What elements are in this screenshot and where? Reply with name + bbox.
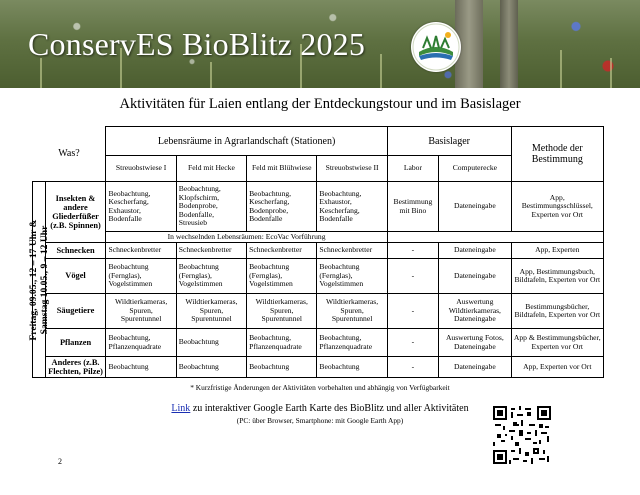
table-cell: Bestimmung mit Bino — [387, 182, 438, 232]
table-cell: App, Bestimmungsschlüssel, Experten vor Ort — [511, 182, 603, 232]
table-cell: - — [387, 294, 438, 329]
tree-trunk-image — [500, 0, 518, 88]
table-cell: - — [387, 357, 438, 378]
table-cell: Dateneingabe — [439, 357, 511, 378]
table-cell: Schneckenbretter — [247, 243, 317, 259]
empty-cell — [387, 232, 603, 243]
map-link-line — [110, 403, 530, 414]
table-cell: Dateneingabe — [439, 243, 511, 259]
qr-code-icon[interactable] — [493, 406, 551, 464]
table-cell: Schneckenbretter — [317, 243, 387, 259]
table-cell: App, Experten — [511, 243, 603, 259]
table-cell: Schneckenbretter — [106, 243, 176, 259]
ecovac-note: In wechselnden Lebensräumen: EcoVac Vorführung — [106, 232, 387, 243]
row-label: Säugetiere — [45, 294, 106, 329]
table-cell: Beobachtung — [317, 357, 387, 378]
table-cell: Wildtierkameras, Spuren, Spurentunnel — [176, 294, 246, 329]
page-subtitle: Aktivitäten für Laien entlang der Entdeckungstour und im Basislager — [119, 96, 521, 112]
table-cell: Wildtierkameras, Spuren, Spurentunnel — [317, 294, 387, 329]
was-header: Was? — [33, 127, 106, 182]
table-cell: App & Bestimmungsbücher, Experten vor Ort — [511, 329, 603, 357]
table-cell: Beobachtung — [106, 357, 176, 378]
table-cell: Beobachtung, Kescherfang, Exhaustor, Bodenfalle — [106, 182, 176, 232]
stations-group-header: Lebensräume in Agrarlandschaft (Stationen) — [106, 127, 387, 156]
row-label: Vögel — [45, 259, 106, 294]
column-header: Feld mit Hecke — [176, 156, 246, 182]
table-cell: Wildtierkameras, Spuren, Spurentunnel — [247, 294, 317, 329]
table-cell: Beobachtung (Fernglas), Vogelstimmen — [247, 259, 317, 294]
column-header: Streuobstwiese II — [317, 156, 387, 182]
table-cell: Beobachtung, Pflanzenquadrate — [317, 329, 387, 357]
table-cell: - — [387, 329, 438, 357]
table-cell: Bestimmungsbücher, Bildtafeln, Experten vor Ort — [511, 294, 603, 329]
table-cell: Schneckenbretter — [176, 243, 246, 259]
table-cell: Beobachtung, Exhaustor, Kescherfang, Bodenfalle — [317, 182, 387, 232]
table-cell: Dateneingabe — [439, 259, 511, 294]
table-cell: Beobachtung, Pflanzenquadrate — [106, 329, 176, 357]
base-camp-group-header: Basislager — [387, 127, 511, 156]
date-side-label — [27, 182, 50, 378]
table-cell: App, Experten vor Ort — [511, 357, 603, 378]
project-logo — [411, 22, 461, 72]
date-line-1: Freitag, 09.05., 12 – 17 Uhr & — [27, 218, 39, 341]
row-label: Pflanzen — [45, 329, 106, 357]
page-title: ConservES BioBlitz 2025 — [28, 26, 366, 62]
map-link-subtext: (PC: über Browser, Smartphone: mit Google Earth App) — [236, 416, 404, 425]
table-cell: Beobachtung, Klopfschirm, Bodenprobe, Bodenfalle, Streusieb — [176, 182, 246, 232]
table-cell: Beobachtung (Fernglas), Vogelstimmen — [317, 259, 387, 294]
table-cell: Beobachtung, Kescherfang, Bodenprobe, Bodenfalle — [247, 182, 317, 232]
table-cell: App, Bestimmungsbuch, Bildtafeln, Experten vor Ort — [511, 259, 603, 294]
table-cell: Wildtierkameras, Spuren, Spurentunnel — [106, 294, 176, 329]
activities-table — [27, 126, 604, 378]
page-number: 2 — [58, 457, 62, 466]
table-cell: Beobachtung — [247, 357, 317, 378]
table-cell: Dateneingabe — [439, 182, 511, 232]
table-cell: Beobachtung — [176, 329, 246, 357]
row-label: Insekten & andere Gliederfüßer (z.B. Spinnen) — [45, 182, 106, 243]
table-cell: Beobachtung (Fernglas), Vogelstimmen — [176, 259, 246, 294]
column-header: Labor — [387, 156, 438, 182]
table-cell: Beobachtung — [176, 357, 246, 378]
map-link-text: zu interaktiver Google Earth Karte des BioBlitz und aller Aktivitäten — [190, 403, 469, 414]
column-header: Feld mit Blühwiese — [247, 156, 317, 182]
table-cell: Beobachtung (Fernglas), Vogelstimmen — [106, 259, 176, 294]
google-earth-link[interactable]: Link — [171, 403, 191, 414]
table-cell: - — [387, 259, 438, 294]
table-cell: Auswertung Fotos, Dateneingabe — [439, 329, 511, 357]
row-label: Anderes (z.B. Flechten, Pilze) — [45, 357, 106, 378]
table-cell: Beobachtung, Pflanzenquadrate — [247, 329, 317, 357]
header-banner — [0, 0, 640, 88]
table-cell: - — [387, 243, 438, 259]
date-line-2: Samstag 10.05., 9 – 12 Uhr — [38, 225, 50, 334]
table-cell: Auswertung Wildtierkameras, Dateneingabe — [439, 294, 511, 329]
row-label: Schnecken — [45, 243, 106, 259]
method-group-header: Methode der Bestimmung — [511, 127, 603, 182]
column-header: Computerecke — [439, 156, 511, 182]
footnote: * Kurzfristige Änderungen der Aktivitäten vorbehalten und abhängig von Verfügbarkeit — [190, 383, 450, 392]
column-header: Streuobstwiese I — [106, 156, 176, 182]
